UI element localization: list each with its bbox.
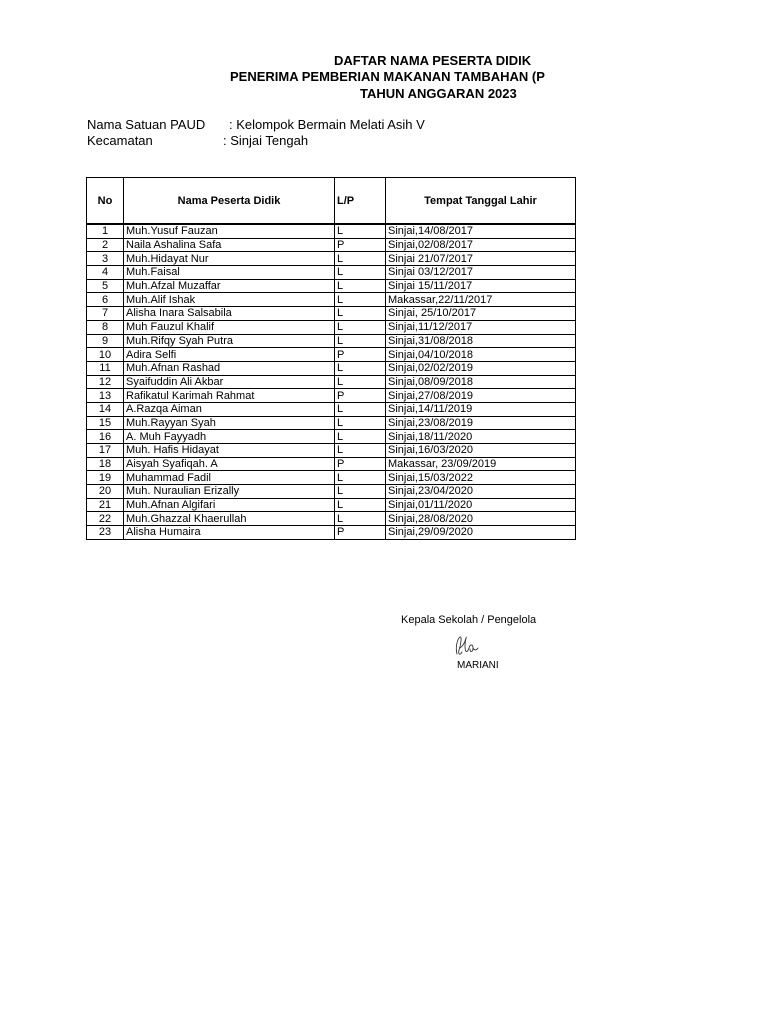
cell-gender: L [335,334,386,348]
cell-no: 19 [87,471,124,485]
table-row [87,293,576,307]
table-row [87,252,576,266]
cell-birth: Sinjai,18/11/2020 [386,430,576,444]
table-row [87,498,576,512]
cell-gender: L [335,471,386,485]
header-gender: L/P [335,178,386,225]
cell-gender: L [335,498,386,512]
participant-table [86,177,576,540]
cell-no: 15 [87,416,124,430]
cell-gender: P [335,348,386,362]
cell-birth: Sinjai 15/11/2017 [386,279,576,293]
cell-birth: Sinjai, 25/10/2017 [386,307,576,321]
cell-name: Muh.Rifqy Syah Putra [124,334,335,348]
cell-birth: Sinjai,15/03/2022 [386,471,576,485]
cell-name: Muh.Yusuf Fauzan [124,224,335,238]
cell-gender: L [335,416,386,430]
cell-name: Naila Ashalina Safa [124,238,335,252]
cell-birth: Sinjai,16/03/2020 [386,444,576,458]
cell-gender: L [335,430,386,444]
cell-name: Muh.Rayyan Syah [124,416,335,430]
cell-no: 6 [87,293,124,307]
cell-birth: Sinjai,29/09/2020 [386,526,576,540]
cell-no: 1 [87,224,124,238]
document-title: DAFTAR NAMA PESERTA DIDIK [334,53,532,68]
cell-no: 5 [87,279,124,293]
cell-gender: L [335,485,386,499]
table-row [87,266,576,280]
cell-gender: L [335,266,386,280]
cell-gender: L [335,512,386,526]
satuan-paud-value: : Kelompok Bermain Melati Asih V [229,117,425,132]
cell-gender: P [335,457,386,471]
cell-name: Muh.Hidayat Nur [124,252,335,266]
cell-birth: Sinjai,04/10/2018 [386,348,576,362]
cell-birth: Sinjai 03/12/2017 [386,266,576,280]
cell-birth: Sinjai,01/11/2020 [386,498,576,512]
table-row [87,361,576,375]
table-header-row [87,178,576,225]
header-no: No [87,178,124,225]
cell-no: 22 [87,512,124,526]
cell-name: Rafikatul Karimah Rahmat [124,389,335,403]
cell-no: 18 [87,457,124,471]
cell-birth: Sinjai 21/07/2017 [386,252,576,266]
cell-name: Muh. Nuraulian Erizally [124,485,335,499]
cell-no: 12 [87,375,124,389]
cell-name: Alisha Humaira [124,526,335,540]
table-row [87,444,576,458]
signature-role: Kepala Sekolah / Pengelola [401,614,537,626]
cell-gender: L [335,444,386,458]
cell-birth: Sinjai,23/04/2020 [386,485,576,499]
cell-birth: Sinjai,14/11/2019 [386,402,576,416]
cell-gender: L [335,307,386,321]
cell-birth: Sinjai,31/08/2018 [386,334,576,348]
cell-no: 14 [87,402,124,416]
cell-no: 17 [87,444,124,458]
cell-gender: P [335,238,386,252]
table-row [87,512,576,526]
document-year: TAHUN ANGGARAN 2023 [360,86,517,101]
cell-gender: P [335,526,386,540]
cell-no: 23 [87,526,124,540]
cell-no: 11 [87,361,124,375]
cell-birth: Sinjai,02/02/2019 [386,361,576,375]
header-name: Nama Peserta Didik [124,178,335,225]
cell-birth: Sinjai,02/08/2017 [386,238,576,252]
cell-name: Muh.Afzal Muzaffar [124,279,335,293]
cell-gender: L [335,361,386,375]
table-row [87,430,576,444]
kecamatan-value: : Sinjai Tengah [223,133,309,148]
signature-name: MARIANI [457,660,499,671]
table-row [87,348,576,362]
cell-gender: L [335,375,386,389]
table-row [87,526,576,540]
cell-birth: Sinjai,08/09/2018 [386,375,576,389]
cell-name: Muh.Alif Ishak [124,293,335,307]
cell-birth: Sinjai,23/08/2019 [386,416,576,430]
cell-no: 9 [87,334,124,348]
cell-name: Aisyah Syafiqah. A [124,457,335,471]
table-row [87,307,576,321]
cell-name: Muh Fauzul Khalif [124,320,335,334]
table-body [87,224,576,539]
cell-name: Muhammad Fadil [124,471,335,485]
cell-gender: L [335,402,386,416]
cell-birth: Sinjai,28/08/2020 [386,512,576,526]
table-row [87,389,576,403]
cell-name: A. Muh Fayyadh [124,430,335,444]
cell-name: Alisha Inara Salsabila [124,307,335,321]
cell-birth: Sinjai,27/08/2019 [386,389,576,403]
cell-gender: L [335,279,386,293]
cell-no: 7 [87,307,124,321]
table-row [87,402,576,416]
table-row [87,238,576,252]
table-row [87,320,576,334]
cell-name: Muh.Faisal [124,266,335,280]
cell-no: 10 [87,348,124,362]
cell-gender: L [335,252,386,266]
cell-birth: Sinjai,14/08/2017 [386,224,576,238]
cell-birth: Makassar, 23/09/2019 [386,457,576,471]
header-birth: Tempat Tanggal Lahir [386,178,576,225]
cell-birth: Makassar,22/11/2017 [386,293,576,307]
cell-no: 13 [87,389,124,403]
cell-no: 3 [87,252,124,266]
table-row [87,485,576,499]
table-row [87,375,576,389]
table-row [87,279,576,293]
cell-gender: L [335,293,386,307]
cell-name: A.Razqa Aiman [124,402,335,416]
cell-no: 2 [87,238,124,252]
cell-no: 21 [87,498,124,512]
cell-name: Muh.Ghazzal Khaerullah [124,512,335,526]
table-row [87,224,576,238]
cell-name: Adira Selfi [124,348,335,362]
cell-no: 4 [87,266,124,280]
table-row [87,471,576,485]
cell-gender: P [335,389,386,403]
table-row [87,457,576,471]
cell-no: 20 [87,485,124,499]
cell-name: Muh.Afnan Rashad [124,361,335,375]
cell-gender: L [335,224,386,238]
cell-name: Syaifuddin Ali Akbar [124,375,335,389]
kecamatan-label: Kecamatan [87,133,153,148]
table-row [87,334,576,348]
cell-gender: L [335,320,386,334]
cell-name: Muh. Hafis Hidayat [124,444,335,458]
cell-name: Muh.Afnan Algifari [124,498,335,512]
document-subtitle: PENERIMA PEMBERIAN MAKANAN TAMBAHAN (P [230,69,545,84]
satuan-paud-label: Nama Satuan PAUD [87,117,206,132]
table-row [87,416,576,430]
cell-birth: Sinjai,11/12/2017 [386,320,576,334]
cell-no: 16 [87,430,124,444]
cell-no: 8 [87,320,124,334]
